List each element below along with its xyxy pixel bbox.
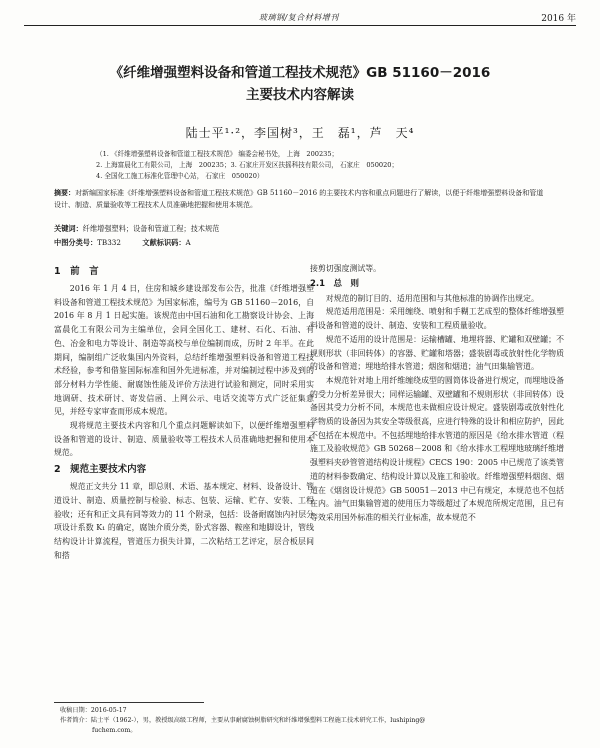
paragraph: 接剪切强度测试等。 bbox=[310, 264, 382, 273]
affiliation-3: 4. 全国化工施工标准化管理中心站， 石家庄 050020） bbox=[96, 172, 264, 180]
paragraph: 现将规范主要技术内容和几个重点问题解读如下，以便纤维增强塑料设备和管道的设计、制造、质量验收等工程技术人员准确地把握和使用本规范。 bbox=[54, 421, 314, 458]
classification bbox=[54, 238, 191, 248]
author-bio-continued: fuchem.com。 bbox=[92, 727, 137, 734]
keywords-text: 纤维增强塑料；设备和管道工程；技术规范 bbox=[82, 224, 220, 233]
running-header bbox=[24, 10, 576, 26]
author-list: 陆士平¹·²，李国树³，王 磊¹，芦 天⁴ bbox=[185, 126, 415, 140]
paragraph: 对规范的制订目的、适用范围和与其他标准的协调作出规定。 bbox=[325, 293, 539, 303]
affiliation-2: 2. 上海富晨化工有限公司， 上海 200235；3. 石家庄开发区扶摇科技有限公司， 石家庄 050020； bbox=[96, 161, 399, 169]
doc-code-label: 文献标识码： bbox=[142, 238, 186, 247]
received-date: 收稿日期：2016-05-17 bbox=[60, 707, 127, 714]
paper-title bbox=[24, 62, 576, 106]
title-line-1: 《纤维增强塑料设备和管道工程技术规范》GB 51160－2016 bbox=[109, 65, 491, 81]
keywords-label: 关键词： bbox=[54, 224, 83, 233]
section-2-heading: 2 规范主要技术内容 bbox=[54, 464, 147, 476]
clc-value: TB332 bbox=[97, 238, 121, 247]
paragraph: 2016 年 1 月 4 日，住房和城乡建设部发布公告，批准《纤维增强塑料设备和管道工程技术规范》为国家标准，编号为 GB 51160－2016，自 2016 年 8 月 1 日起实施。该规范由中国石油和化工勘察设计协会、上海富晨化工有限公司为主编单位，会同全国化工、建材、石化、石油、有色、冶金和电力等设计、制造等高校与单位编制而成，历时 2 年半。在此期间，编制组广泛收集国内外资料，总结纤维增强塑料设备和管道工程技术经验，参考和借鉴国际标准和国外先进标准，并对编制过程中涉及到的部分材料力学性能、耐腐蚀性能及评价方法进行试验和测定，同时采用实地调研、技术研讨、寄发信函、上网公示、电话交流等方式广泛征集意见，并经专家审查而形成本规范。 bbox=[54, 284, 314, 417]
keywords bbox=[54, 224, 219, 234]
doc-code-value: A bbox=[185, 238, 191, 247]
paragraph: 规范不适用的设计范围是：运输槽罐、地埋将器、贮罐和双壁罐；不规则形状（非回转体）的容器、贮罐和塔器；盛装剧毒或放射性化学物质的设备和管道；埋地给排水管道；烟囱和烟道；油气田集输管道。 bbox=[310, 334, 564, 372]
journal-year: 2016 年 bbox=[541, 14, 576, 24]
paragraph: 规范正文共分 11 章，即总则、术语、基本规定、材料、设备设计、管道设计、制造、质量控制与检验、标志、包装、运输、贮存、安装、工程验收；还有和正文具有同等效力的 11 个附录，包括：设备耐腐蚀内衬层分项设计系数 K₁ 的确定，腐蚀介质分类，卧式容器、鞍座和地脚设计，管线结构设计计算流程，管道压力损失计算，二次粘结工艺评定，层合板层间和搭 bbox=[54, 482, 314, 560]
abstract-label: 摘要： bbox=[54, 189, 75, 197]
affiliation-1: （1. 《纤维增强塑料设备和管道工程技术规范》 编委会秘书处， 上海 200235； bbox=[96, 150, 339, 158]
paragraph: 本规范针对地上用纤维缠绕成型的圆筒体设备进行规定，而埋地设备的受力分析差异很大；同样运输罐、双壁罐和不规则形状（非回转体）设备因其受力分析不同，本规范也未做相应设计规定。盛装剧毒或放射性化学物质的设备因为其安全等级很高，应进行特殊的设计和相应防护，因此不包括在本规范中。不包括埋地给排水管道的原因是《给水排水管道（程施工及验收规范》GB 50268－2008 和《给水排水工程埋地玻璃纤维增强塑料夹砂管管道结构设计规程》CECS 190：2005 中已规范了该类管道的材料参数确定、结构设计算以及施工和验收。纤维增强塑料烟囱、烟道在《烟囱设计规范》GB 50051－2013 中已有规定，本规范也不包括在内。油气田集输管道的使用压力等级超过了本规范所规定范围，且已有等效采用国外标准的相关行业标准，故本规范不 bbox=[310, 375, 564, 522]
footnote-divider bbox=[54, 702, 204, 703]
clc-label: 中图分类号： bbox=[54, 238, 98, 247]
title-line-2: 主要技术内容解读 bbox=[246, 87, 354, 103]
author-bio: 作者简介：陆士平（1962-），男，教授级高级工程师，主要从事耐腐蚀树脂研究和纤维增强塑料工程施工技术研究工作，lushiping@ bbox=[60, 717, 426, 724]
abstract bbox=[54, 188, 546, 211]
right-column bbox=[310, 262, 564, 525]
abstract-text: 对新编国家标准《纤维增强塑料设备和管道工程技术规范》GB 51160－2016 的主要技术内容和重点问题进行了解读，以便于纤维增强塑料设备和管道设计、制造、质量验收等工程技术人员准确地把握和使用本规范。 bbox=[54, 189, 544, 209]
paragraph: 规范适用范围是：采用缠绕、喷射和手糊工艺成型的整体纤维增强塑料设备和管道的设计、制造、安装和工程质量验收。 bbox=[310, 307, 564, 331]
left-column bbox=[54, 262, 314, 562]
subsection-2-1-heading: 2.1 总 则 bbox=[310, 278, 360, 289]
journal-name: 玻璃钢/复合材料增刊 bbox=[259, 13, 339, 22]
section-1-heading: 1 前 言 bbox=[54, 266, 99, 277]
